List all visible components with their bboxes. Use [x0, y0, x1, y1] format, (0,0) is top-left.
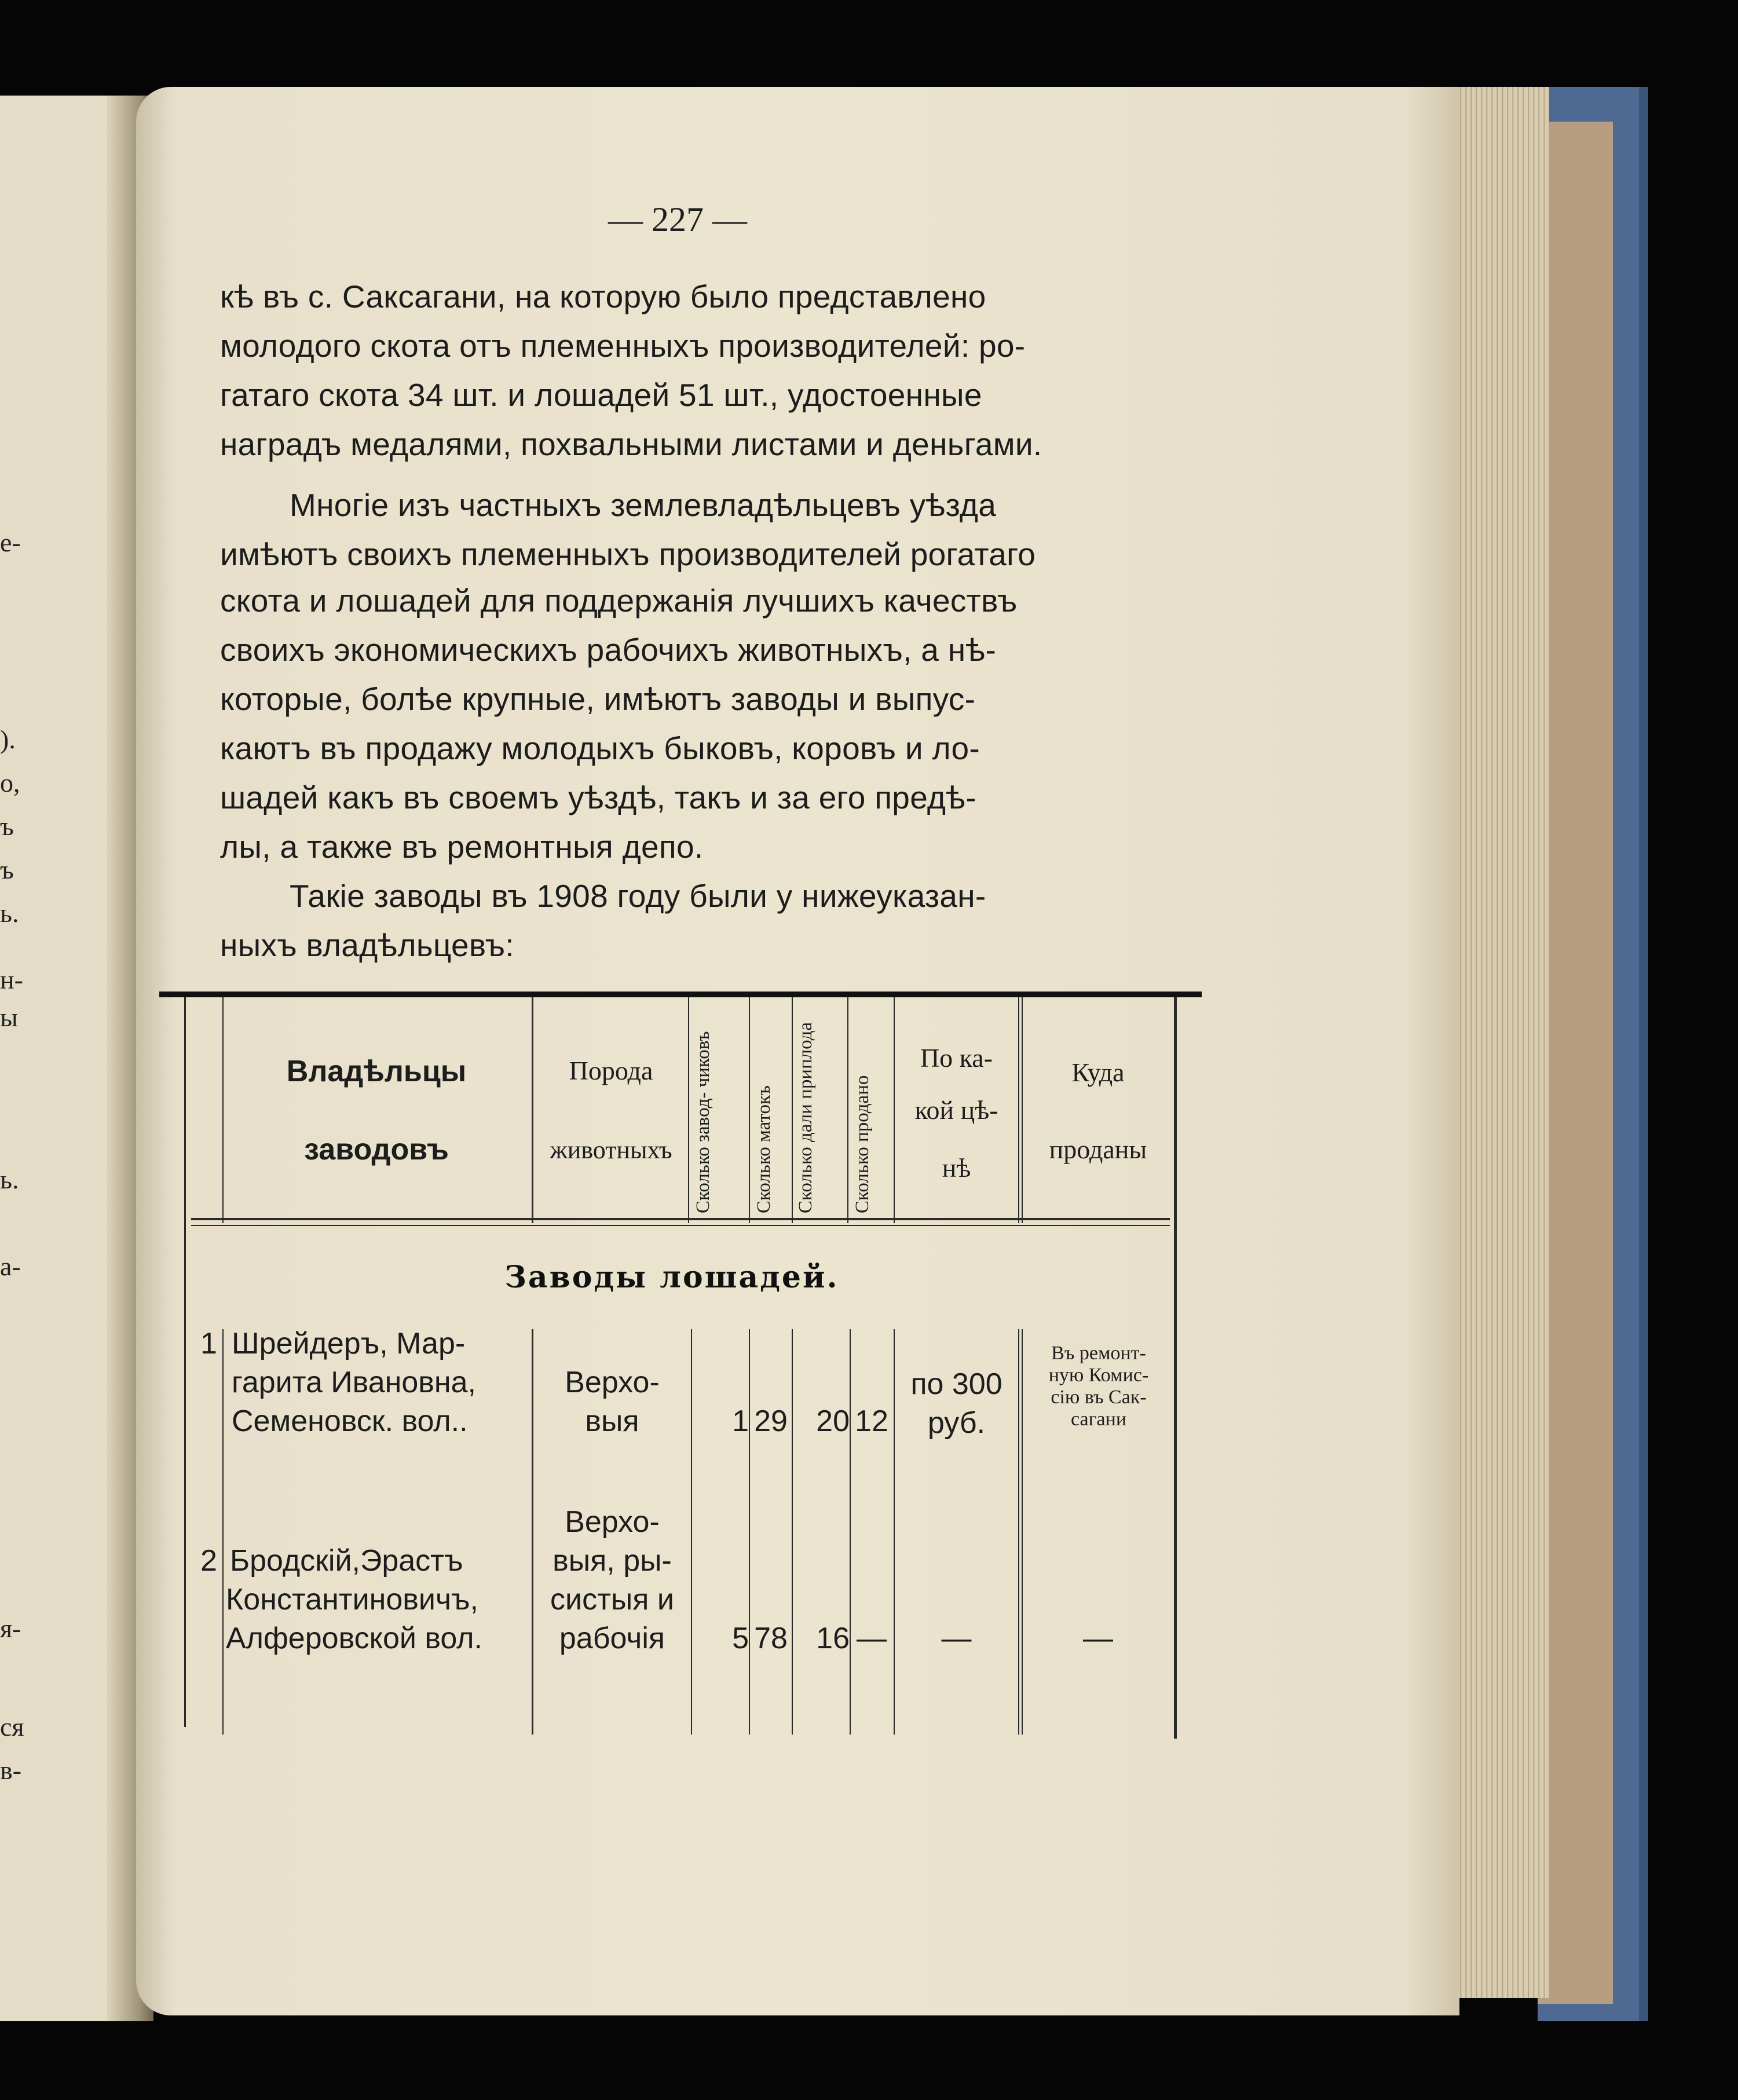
offspring-value: 20 [816, 1404, 850, 1438]
price-line: по 300 [910, 1367, 1002, 1401]
section-title: Заводы лошадей. [504, 1260, 839, 1295]
text-line: которые, болѣе крупные, имѣютъ заводы и выпус- [220, 681, 976, 717]
sires-value: 5 [732, 1622, 749, 1655]
header-where-line2: проданы [1049, 1135, 1147, 1164]
header-dams: Сколько матокъ [753, 1085, 774, 1213]
owner-line: гарита Ивановна, [232, 1366, 476, 1399]
text-line: Такіе заводы въ 1908 году были у нижеуказан- [290, 878, 986, 914]
column-divider [1022, 997, 1023, 1223]
header-where: Куда [1071, 1058, 1125, 1087]
breed-line: Верхо- [565, 1505, 660, 1539]
text-line: шадей какъ въ своемъ уѣздѣ, такъ и за его предѣ- [220, 780, 976, 815]
left-page-fragment: е- [0, 528, 21, 557]
breed-line: систыя и [550, 1583, 674, 1616]
column-divider [222, 997, 224, 1223]
column-divider [847, 997, 848, 1223]
left-page-fragment: в- [0, 1755, 22, 1785]
column-divider [222, 1329, 224, 1735]
sires-value: 1 [732, 1404, 749, 1438]
sold-value: — [857, 1622, 887, 1655]
header-owners-line2: заводовъ [304, 1133, 449, 1166]
owner-line: Бродскій,Эрастъ [230, 1544, 463, 1578]
breed-line: выя [585, 1404, 639, 1438]
page-number: — 227 — [608, 200, 747, 239]
table-header-rule [191, 1225, 1170, 1226]
price-line: руб. [927, 1406, 986, 1440]
column-divider [792, 1329, 793, 1735]
text-line: кѣ въ с. Саксагани, на которую было представлено [220, 279, 986, 314]
left-page-fragment: о, [0, 768, 20, 797]
owner-line: Шрейдеръ, Мар- [232, 1327, 466, 1360]
header-price-line3: нѣ [942, 1153, 971, 1183]
breed-line: рабочія [559, 1622, 665, 1655]
text-line: лы, а также въ ремонтныя депо. [220, 829, 704, 865]
where-value: — [1083, 1622, 1113, 1655]
sold-value: 12 [855, 1404, 888, 1438]
left-page-fragment: ы [0, 1003, 18, 1032]
owner-line: Семеновск. вол.. [232, 1404, 468, 1438]
row-number: 2 [200, 1544, 217, 1578]
column-divider [792, 997, 793, 1223]
left-page-fragment: ъ [0, 811, 14, 841]
price-value: — [941, 1622, 972, 1655]
header-breed: Порода [569, 1056, 653, 1085]
row-number: 1 [200, 1327, 217, 1360]
column-divider [850, 1329, 851, 1735]
left-page-fragment: н- [0, 965, 23, 994]
column-divider [688, 997, 689, 1223]
left-page-fragment: ). [0, 725, 16, 754]
text-line: скота и лошадей для поддержанія лучшихъ качествъ [220, 583, 1018, 619]
text-line: ныхъ владѣльцевъ: [220, 927, 514, 963]
column-divider [1018, 997, 1019, 1223]
column-divider [1018, 1329, 1019, 1735]
left-page-fragment: а- [0, 1252, 21, 1281]
left-page-fragment: ь. [0, 898, 19, 928]
column-divider [749, 997, 750, 1223]
header-sires: Сколько завод- чиковъ [693, 1031, 714, 1213]
where-line: сію въ Сак- [1051, 1386, 1147, 1408]
header-price: По ка- [920, 1043, 993, 1073]
column-divider [532, 997, 533, 1223]
text-line: Многіе изъ частныхъ землевладѣльцевъ уѣзда [290, 487, 997, 523]
left-page-fragment: ь. [0, 1165, 19, 1194]
owner-line: Константиновичъ, [226, 1583, 479, 1616]
text-line: гатаго скота 34 шт. и лошадей 51 шт., удостоенные [220, 377, 982, 413]
book-cover-edge [1639, 87, 1648, 2021]
owner-line: Алферовской вол. [226, 1622, 482, 1655]
where-line: Въ ремонт- [1051, 1342, 1146, 1364]
header-price-line2: кой цѣ- [914, 1095, 998, 1125]
left-page-fragment: я- [0, 1614, 21, 1643]
dams-value: 29 [754, 1404, 788, 1438]
header-sold: Сколько продано [852, 1075, 873, 1213]
left-page-fragment: ся [0, 1712, 24, 1742]
header-offspring: Сколько дали приплода [795, 1022, 816, 1213]
text-line: наградъ медалями, похвальными листами и деньгами. [220, 426, 1042, 462]
text-line: своихъ экономическихъ рабочихъ животныхъ, а нѣ- [220, 632, 997, 668]
table-top-rule [159, 992, 1202, 997]
text-line: молодого скота отъ племенныхъ производителей: ро- [220, 328, 1026, 364]
table-border-left [184, 997, 186, 1727]
text-line: каютъ въ продажу молодыхъ быковъ, коровъ и ло- [220, 730, 980, 766]
where-line: ную Комис- [1048, 1364, 1149, 1386]
table-border-right [1174, 997, 1177, 1739]
header-breed-line2: животныхъ [550, 1136, 672, 1164]
column-divider [691, 1329, 692, 1735]
table-header-rule [191, 1218, 1170, 1220]
text-line: имѣютъ своихъ племенныхъ производителей рогатаго [220, 536, 1036, 572]
where-line: сагани [1070, 1408, 1127, 1430]
header-owners: Владѣльцы [286, 1055, 467, 1088]
column-divider [532, 1329, 533, 1735]
column-divider [749, 1329, 750, 1735]
left-page-fragment: ъ [0, 855, 14, 884]
page-edges [1457, 87, 1549, 1998]
column-divider [1022, 1329, 1023, 1735]
breed-line: Верхо- [565, 1366, 660, 1399]
breed-line: выя, ры- [552, 1544, 672, 1578]
offspring-value: 16 [816, 1622, 850, 1655]
dams-value: 78 [754, 1622, 788, 1655]
